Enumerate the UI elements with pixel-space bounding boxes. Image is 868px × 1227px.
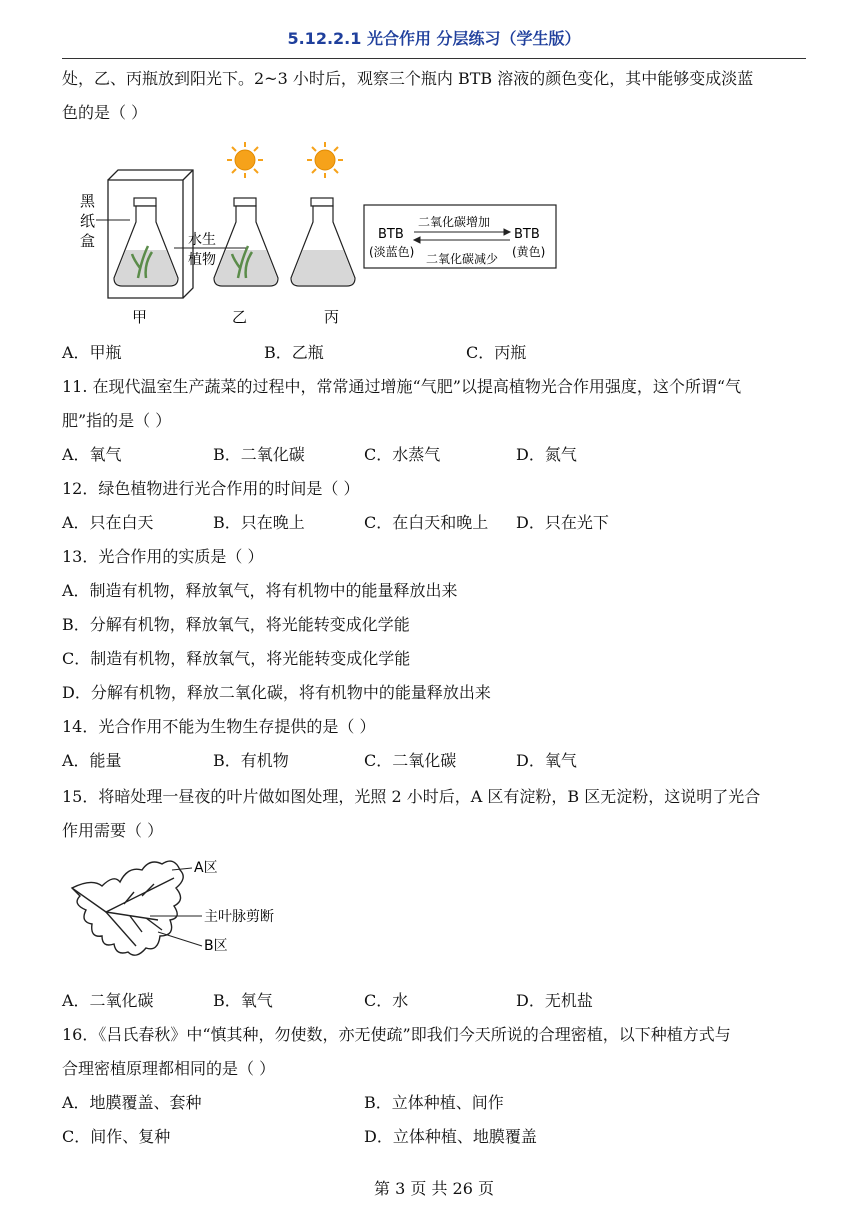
flask-label-jia: 甲 [132,308,148,326]
q11-text-line2: 肥”指的是（ ） [62,411,172,430]
leaf-label-a: A区 [194,860,218,876]
q16-text-line2: 合理密植原理都相同的是（ ） [62,1059,276,1078]
plant-label-1: 水生 [188,232,216,248]
q12-option-c: C．在白天和晚上 [364,513,489,532]
btb-right-color: (黄色) [512,245,546,259]
q10-option-b: B．乙瓶 [264,343,324,362]
leaf-figure [62,848,302,976]
flask-jia [114,198,178,286]
q10-option-a: A．甲瓶 [62,343,122,362]
q11-option-b: B．二氧化碳 [213,445,305,464]
page-header-title: 5.12.2.1 光合作用 分层练习（学生版） [287,29,581,48]
leaf-label-b: B区 [204,938,228,954]
q15-option-d: D．无机盐 [516,991,593,1010]
btb-right-label: BTB [514,227,540,242]
page-number: 第 3 页 共 26 页 [374,1179,494,1198]
sun-icon [227,142,263,178]
q16-option-b: B．立体种植、间作 [364,1093,504,1112]
box-label-2: 纸 [80,212,96,230]
leaf-outline [72,861,183,955]
flask-label-bing: 丙 [324,308,340,326]
q16-text-line1: 16．《吕氏春秋》中“慎其种，勿使数，亦无使疏”即我们今天所说的合理密植，以下种植方式与 [62,1025,731,1044]
q12-text-line1: 12．绿色植物进行光合作用的时间是（ ） [62,479,360,498]
q14-option-d: D．氧气 [516,751,577,770]
q14-text-line1: 14．光合作用不能为生物生存提供的是（ ） [62,717,376,736]
box-label-3: 盒 [80,232,96,250]
q11-option-a: A．氧气 [62,445,122,464]
q14-option-b: B．有机物 [213,751,289,770]
q10-text-line1: 处，乙、丙瓶放到阳光下。2~3 小时后，观察三个瓶内 BTB 溶液的颜色变化，其中能够变成淡蓝 [62,69,754,88]
q15-text-line1: 15．将暗处理一昼夜的叶片做如图处理，光照 2 小时后，A 区有淀粉，B 区无淀粉，这说明了光合 [62,787,761,806]
flask-yi [214,198,278,286]
sun-icon [307,142,343,178]
box-label-1: 黑 [80,192,96,210]
q12-option-b: B．只在晚上 [213,513,305,532]
q12-option-d: D．只在光下 [516,513,609,532]
q14-option-c: C．二氧化碳 [364,751,457,770]
plant-label-2: 植物 [188,252,216,268]
q13-option-c: C．制造有机物，释放氧气，将光能转变成化学能 [62,649,411,668]
q15-option-a: A．二氧化碳 [62,991,154,1010]
flask-label-yi: 乙 [232,308,248,326]
header-divider [62,58,806,59]
arrow-bottom-label: 二氧化碳减少 [426,252,499,266]
q14-option-a: A．能量 [62,751,122,770]
q15-option-c: C．水 [364,991,409,1010]
leaf-label-vein: 主叶脉剪断 [204,909,274,925]
q13-text-line1: 13．光合作用的实质是（ ） [62,547,264,566]
q16-option-c: C．间作、复种 [62,1127,171,1146]
flask-bing [291,198,355,286]
btb-left-label: BTB [378,227,404,242]
q15-option-b: B．氧气 [213,991,273,1010]
q10-text-line2: 色的是（ ） [62,103,148,122]
q16-option-d: D．立体种植、地膜覆盖 [364,1127,537,1146]
arrow-top-label: 二氧化碳增加 [418,215,491,229]
q16-option-a: A．地膜覆盖、套种 [62,1093,202,1112]
q15-text-line2: 作用需要（ ） [62,821,164,840]
q11-text-line1: 11. 在现代温室生产蔬菜的过程中，常常通过增施“气肥”以提高植物光合作用强度，这个所谓“气 [62,377,742,396]
btb-flask-figure [78,140,560,330]
q12-option-a: A．只在白天 [62,513,154,532]
q13-option-a: A．制造有机物，释放氧气，将有机物中的能量释放出来 [62,581,458,600]
q10-option-c: C．丙瓶 [466,343,527,362]
q11-option-d: D．氮气 [516,445,577,464]
btb-left-color: (淡蓝色) [369,245,415,259]
q11-option-c: C．水蒸气 [364,445,441,464]
q13-option-b: B．分解有机物，释放氧气，将光能转变成化学能 [62,615,410,634]
q13-option-d: D．分解有机物，释放二氧化碳，将有机物中的能量释放出来 [62,683,491,702]
